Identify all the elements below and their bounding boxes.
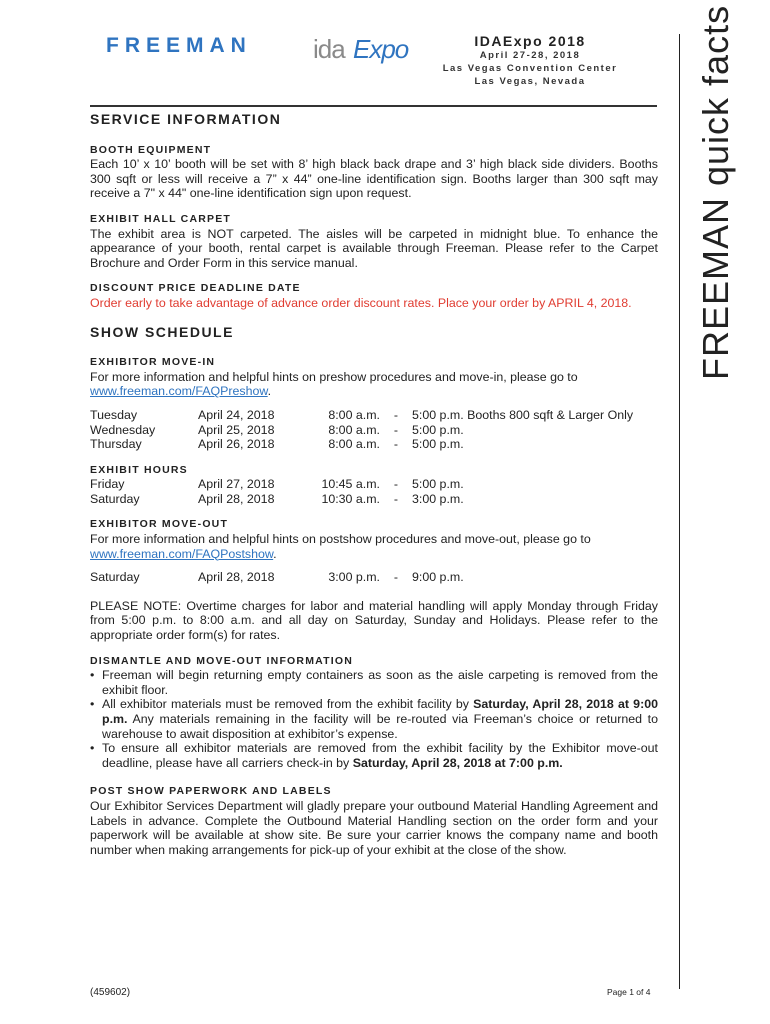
dismantle-bullet-3-pre: To ensure all exhibitor materials are removed from the exhibit facility by the Exhibitor move-out deadline, please have all carriers check-in by: [102, 741, 658, 770]
schedule-dash: -: [393, 477, 399, 492]
carpet-section: [90, 212, 658, 270]
schedule-end: 5:00 p.m.: [412, 437, 464, 452]
schedule-start: 8:00 a.m.: [328, 422, 380, 437]
discount-title: DISCOUNT PRICE DEADLINE DATE: [90, 282, 301, 295]
discount-text: Order early to take advantage of advance order discount rates. Place your order by APRIL 4, 2018.: [90, 295, 632, 310]
main-content: [90, 112, 658, 868]
page-number: Page 1 of 4: [607, 987, 651, 997]
exhibit-hours-section: [90, 463, 658, 507]
schedule-date: April 28, 2018: [198, 491, 275, 506]
idaexpo-logo-expo: Expo: [353, 34, 409, 64]
freeman-logo: FREEMAN: [106, 34, 252, 57]
schedule-day: Tuesday: [90, 407, 138, 422]
schedule-start: 3:00 p.m.: [328, 570, 380, 585]
dismantle-section: [90, 654, 658, 771]
event-dates: April 27-28, 2018: [479, 50, 581, 61]
booth-equipment-title: BOOTH EQUIPMENT: [90, 143, 212, 156]
discount-section: [90, 281, 658, 310]
dismantle-bullet-2-post: Any materials remaining in the facility will be re-routed via Freeman’s choice or returned to warehouse to await disposition at exhibitor’s expense.: [102, 712, 658, 741]
carpet-title: EXHIBIT HALL CARPET: [90, 212, 232, 225]
show-schedule-heading: SHOW SCHEDULE: [90, 323, 234, 340]
service-info-heading: SERVICE INFORMATION: [90, 111, 282, 127]
move-in-text-body: For more information and helpful hints on preshow procedures and move-in, please go to: [90, 369, 578, 384]
overtime-note-section: [90, 599, 658, 643]
event-city: Las Vegas, Nevada: [474, 76, 586, 87]
schedule-dash: -: [393, 422, 399, 437]
schedule-end: 5:00 p.m.: [412, 477, 464, 492]
schedule-end: 9:00 p.m.: [412, 570, 464, 585]
schedule-start: 10:45 a.m.: [321, 477, 380, 492]
dismantle-bullet-2-deadline: Saturday, April 28, 2018 at 9:00 p.m.: [102, 697, 658, 726]
paperwork-title: POST SHOW PAPERWORK AND LABELS: [90, 785, 332, 798]
schedule-date: April 25, 2018: [198, 422, 275, 437]
move-in-text: For more information and helpful hints on preshow procedures and move-in, please go to www.freeman.com/FAQPreshow.: [90, 369, 578, 399]
booth-equipment-text: Each 10’ x 10’ booth will be set with 8’ high black back drape and 3’ high black side dividers. Booths 300 sqft or less will receive a 7” x 44” one-line identification sign. Booths larger than 300 sqft may receive a 7" x 44" one-line identification sign upon request.: [90, 157, 658, 201]
move-out-text: For more information and helpful hints on postshow procedures and move-out, please go to www.freeman.com/FAQPostshow.: [90, 532, 591, 561]
dismantle-bullet-3: [90, 741, 658, 770]
paperwork-text: Our Exhibitor Services Department will gladly prepare your outbound Material Handling Agreement and Labels in advance. Complete the Outbound Material Handling section on the order form and your paperwork will be available at show site. Be sure your carrier knows the company name and booth number when making arrangements for pick-up of your exhibit at the close of the show.: [90, 798, 658, 857]
schedule-dash: -: [393, 570, 399, 585]
move-out-text-body: For more information and helpful hints on postshow procedures and move-out, please go to: [90, 532, 591, 547]
dismantle-list: [90, 668, 658, 770]
move-out-title: EXHIBITOR MOVE-OUT: [90, 518, 229, 531]
carpet-text: The exhibit area is NOT carpeted. The aisles will be carpeted in midnight blue. To enhance the appearance of your booth, rental carpet is available through Freeman. Please refer to the Carpet Brochure and Order Form in this service manual.: [90, 226, 658, 270]
event-info: [430, 33, 630, 88]
move-out-section: [90, 517, 658, 584]
schedule-day: Saturday: [90, 570, 140, 585]
side-divider: [679, 34, 680, 989]
schedule-day: Thursday: [90, 437, 142, 452]
faq-preshow-link[interactable]: www.freeman.com/FAQPreshow: [90, 384, 268, 399]
schedule-day: Wednesday: [90, 422, 156, 437]
schedule-date: April 24, 2018: [198, 407, 275, 422]
dismantle-title: DISMANTLE AND MOVE-OUT INFORMATION: [90, 654, 354, 667]
schedule-dash: -: [393, 437, 399, 452]
dismantle-bullet-2: [90, 697, 658, 741]
move-in-section: [90, 355, 658, 452]
schedule-end: 5:00 p.m. Booths 800 sqft & Larger Only: [412, 407, 634, 422]
event-title: IDAExpo 2018: [474, 33, 586, 49]
dismantle-bullet-3-deadline: Saturday, April 28, 2018 at 7:00 p.m.: [352, 755, 563, 770]
schedule-start: 8:00 a.m.: [328, 407, 380, 422]
schedule-day: Friday: [90, 477, 125, 492]
overtime-note: PLEASE NOTE: Overtime charges for labor and material handling will apply Monday through Friday from 5:00 p.m. to 8:00 a.m. and all day on Saturday, Sunday and Holidays. Please refer to the appropriate order form(s) for rates.: [90, 598, 658, 643]
schedule-end: 3:00 p.m.: [412, 491, 464, 506]
dismantle-bullet-1: • Freeman will begin returning empty containers as soon as the aisle carpeting is removed from the exhibit floor.: [90, 668, 658, 697]
schedule-end: 5:00 p.m.: [412, 422, 464, 437]
schedule-dash: -: [393, 491, 399, 506]
exhibit-hours-schedule: [90, 477, 658, 506]
schedule-date: April 26, 2018: [198, 437, 275, 452]
booth-equipment-section: [90, 143, 658, 201]
document-id: (459602): [90, 987, 131, 998]
side-title: FREEMAN quick facts: [695, 4, 736, 380]
schedule-date: April 28, 2018: [198, 570, 275, 585]
move-in-title: EXHIBITOR MOVE-IN: [90, 356, 216, 369]
schedule-date: April 27, 2018: [198, 477, 275, 492]
faq-postshow-link[interactable]: www.freeman.com/FAQPostshow: [90, 546, 274, 561]
schedule-start: 8:00 a.m.: [328, 437, 380, 452]
paperwork-section: [90, 784, 658, 857]
idaexpo-logo-ida: ida: [313, 34, 345, 64]
dismantle-bullet-2-pre: All exhibitor materials must be removed from the exhibit facility by: [102, 697, 474, 712]
exhibit-hours-title: EXHIBIT HOURS: [90, 463, 188, 476]
schedule-dash: -: [393, 407, 399, 422]
move-out-schedule: [90, 570, 658, 585]
schedule-day: Saturday: [90, 491, 140, 506]
schedule-start: 10:30 a.m.: [321, 491, 380, 506]
move-in-schedule: [90, 408, 658, 452]
event-venue: Las Vegas Convention Center: [442, 63, 618, 74]
header-divider: [90, 105, 657, 107]
